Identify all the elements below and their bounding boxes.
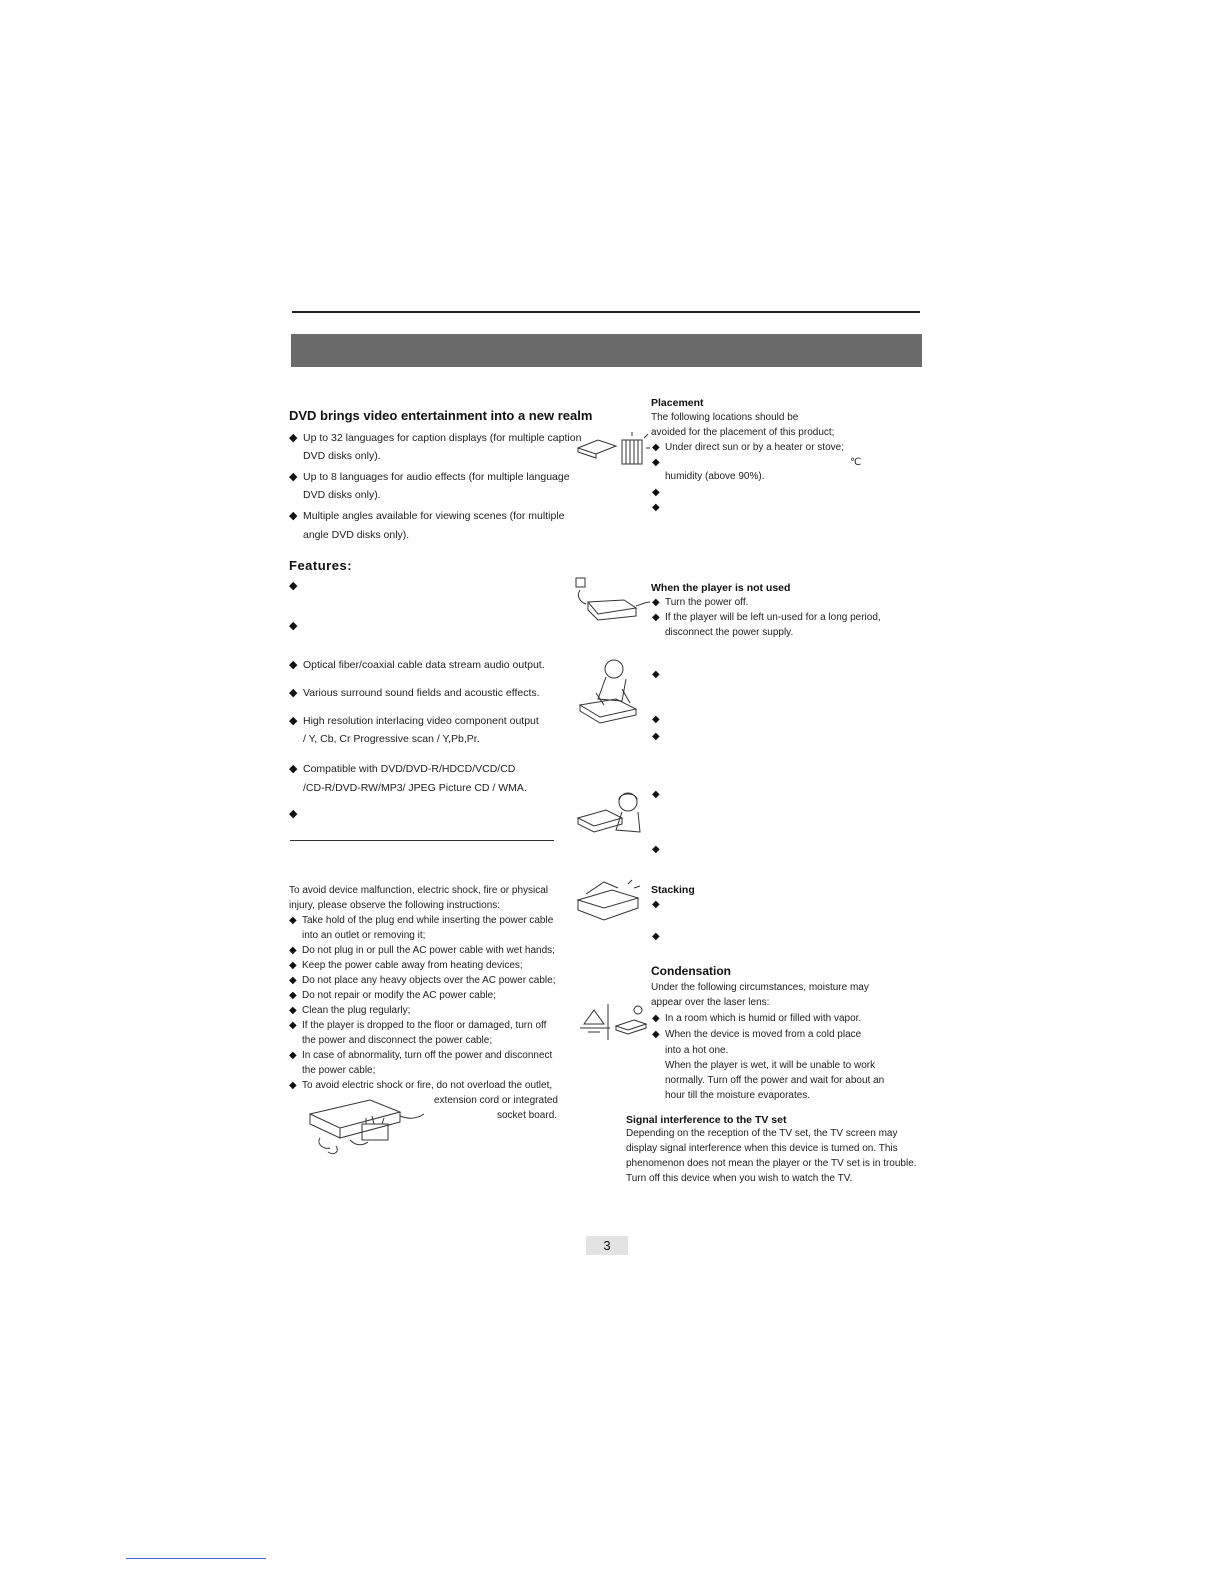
top-rule — [292, 311, 920, 313]
condensation-line: appear over the laser lens: — [651, 997, 770, 1008]
bullet — [289, 1005, 297, 1017]
safety-item: the power and disconnect the power cable; — [302, 1035, 493, 1046]
intro-item: Up to 8 languages for audio effects (for multiple language — [303, 471, 570, 483]
bullet — [289, 580, 297, 592]
bullet — [289, 1020, 297, 1032]
safety-item: Keep the power cable away from heating devices; — [302, 960, 523, 971]
stacking-illustration — [576, 880, 642, 926]
section-banner — [291, 334, 922, 367]
bullet — [289, 659, 297, 671]
bullet — [652, 442, 660, 454]
celsius-symbol: ℃ — [850, 457, 862, 468]
condensation-heading: Condensation — [651, 964, 731, 978]
bullet — [652, 714, 660, 726]
bullet — [289, 471, 297, 483]
safety-item: extension cord or integrated — [434, 1095, 558, 1106]
condensation-line: into a hot one. — [665, 1045, 729, 1056]
features-heading: Features: — [289, 558, 353, 573]
feature-item: High resolution interlacing video component output — [303, 715, 539, 727]
bullet — [652, 899, 660, 911]
feature-item: Optical fiber/coaxial cable data stream audio output. — [303, 659, 545, 671]
bullet — [652, 844, 660, 856]
signal-heading: Signal interference to the TV set — [626, 1114, 787, 1126]
stacking-heading: Stacking — [651, 884, 695, 896]
safety-item: Do not plug in or pull the AC power cable with wet hands; — [302, 945, 555, 956]
not-used-heading: When the player is not used — [651, 582, 791, 594]
safety-item: Do not place any heavy objects over the AC power cable; — [302, 975, 556, 986]
bullet — [289, 1080, 297, 1092]
safety-item: socket board. — [497, 1110, 558, 1121]
safety-item: To avoid electric shock or fire, do not overload the outlet, — [302, 1080, 553, 1091]
bullet — [652, 789, 660, 801]
safety-item: into an outlet or removing it; — [302, 930, 426, 941]
placement-line: avoided for the placement of this product; — [651, 427, 835, 438]
bullet — [289, 1050, 297, 1062]
headphones-illustration — [576, 790, 650, 838]
safety-item: Take hold of the plug end while inserting the power cable — [302, 915, 554, 926]
unplug-illustration — [574, 576, 654, 622]
not-used-line: If the player will be left un-used for a long period, — [665, 612, 881, 623]
intro-heading: DVD brings video entertainment into a new realm — [289, 408, 593, 423]
heater-illustration — [576, 430, 652, 470]
bullet — [652, 1029, 660, 1041]
person-cleaning-illustration — [576, 655, 650, 729]
bullet — [652, 931, 660, 943]
condensation-line: In a room which is humid or filled with vapor. — [665, 1013, 862, 1024]
bullet — [652, 731, 660, 743]
safety-item: the power cable; — [302, 1065, 376, 1076]
feature-item: / Y, Cb, Cr Progressive scan / Y,Pb,Pr. — [303, 733, 480, 745]
condensation-line: When the player is wet, it will be unable to work — [665, 1060, 876, 1071]
bullet — [289, 975, 297, 987]
section-divider — [290, 840, 554, 841]
safety-intro: injury, please observe the following instructions: — [289, 900, 501, 911]
signal-line: display signal interference when this device is turned on. This — [626, 1143, 898, 1154]
overload-outlet-illustration — [300, 1094, 430, 1160]
bullet — [289, 687, 297, 699]
intro-item: Multiple angles available for viewing scenes (for multiple — [303, 510, 565, 522]
placement-heading: Placement — [651, 397, 704, 409]
bullet — [652, 487, 660, 499]
signal-line: Turn off this device when you wish to watch the TV. — [626, 1173, 853, 1184]
intro-item: angle DVD disks only). — [303, 529, 410, 541]
footer-line — [126, 1558, 266, 1559]
intro-item: DVD disks only). — [303, 450, 381, 462]
safety-intro: To avoid device malfunction, electric shock, fire or physical — [289, 885, 549, 896]
signal-line: Depending on the reception of the TV set, the TV screen may — [626, 1128, 898, 1139]
bullet — [652, 1013, 660, 1025]
condensation-line: Under the following circumstances, moisture may — [651, 982, 869, 993]
condensation-line: normally. Turn off the power and wait for about an — [665, 1075, 885, 1086]
intro-item: Up to 32 languages for caption displays (for multiple caption — [303, 432, 582, 444]
safety-item: Clean the plug regularly; — [302, 1005, 411, 1016]
condensation-line: hour till the moisture evaporates. — [665, 1090, 811, 1101]
bullet — [652, 502, 660, 514]
signal-line: phenomenon does not mean the player or the TV set is in trouble. — [626, 1158, 917, 1169]
condensation-illustration — [576, 1002, 648, 1042]
bullet — [289, 432, 297, 444]
feature-item: Various surround sound fields and acoustic effects. — [303, 687, 540, 699]
not-used-line: disconnect the power supply. — [665, 627, 794, 638]
bullet — [289, 763, 297, 775]
safety-item: Do not repair or modify the AC power cable; — [302, 990, 496, 1001]
page-number: 3 — [586, 1236, 628, 1255]
bullet — [289, 915, 297, 927]
not-used-line: Turn the power off. — [665, 597, 749, 608]
placement-line: Under direct sun or by a heater or stove; — [665, 442, 844, 453]
bullet — [289, 808, 297, 820]
placement-line: humidity (above 90%). — [665, 471, 765, 482]
intro-item: DVD disks only). — [303, 489, 381, 501]
bullet — [289, 620, 297, 632]
bullet — [652, 457, 660, 469]
safety-item: If the player is dropped to the floor or damaged, turn off — [302, 1020, 547, 1031]
bullet — [289, 510, 297, 522]
condensation-line: When the device is moved from a cold place — [665, 1029, 862, 1040]
bullet — [289, 715, 297, 727]
placement-line: The following locations should be — [651, 412, 799, 423]
feature-item: /CD-R/DVD-RW/MP3/ JPEG Picture CD / WMA. — [303, 782, 527, 794]
bullet — [289, 990, 297, 1002]
bullet — [289, 960, 297, 972]
bullet — [652, 669, 660, 681]
feature-item: Compatible with DVD/DVD-R/HDCD/VCD/CD — [303, 763, 516, 775]
bullet — [289, 945, 297, 957]
safety-item: In case of abnormality, turn off the power and disconnect — [302, 1050, 553, 1061]
